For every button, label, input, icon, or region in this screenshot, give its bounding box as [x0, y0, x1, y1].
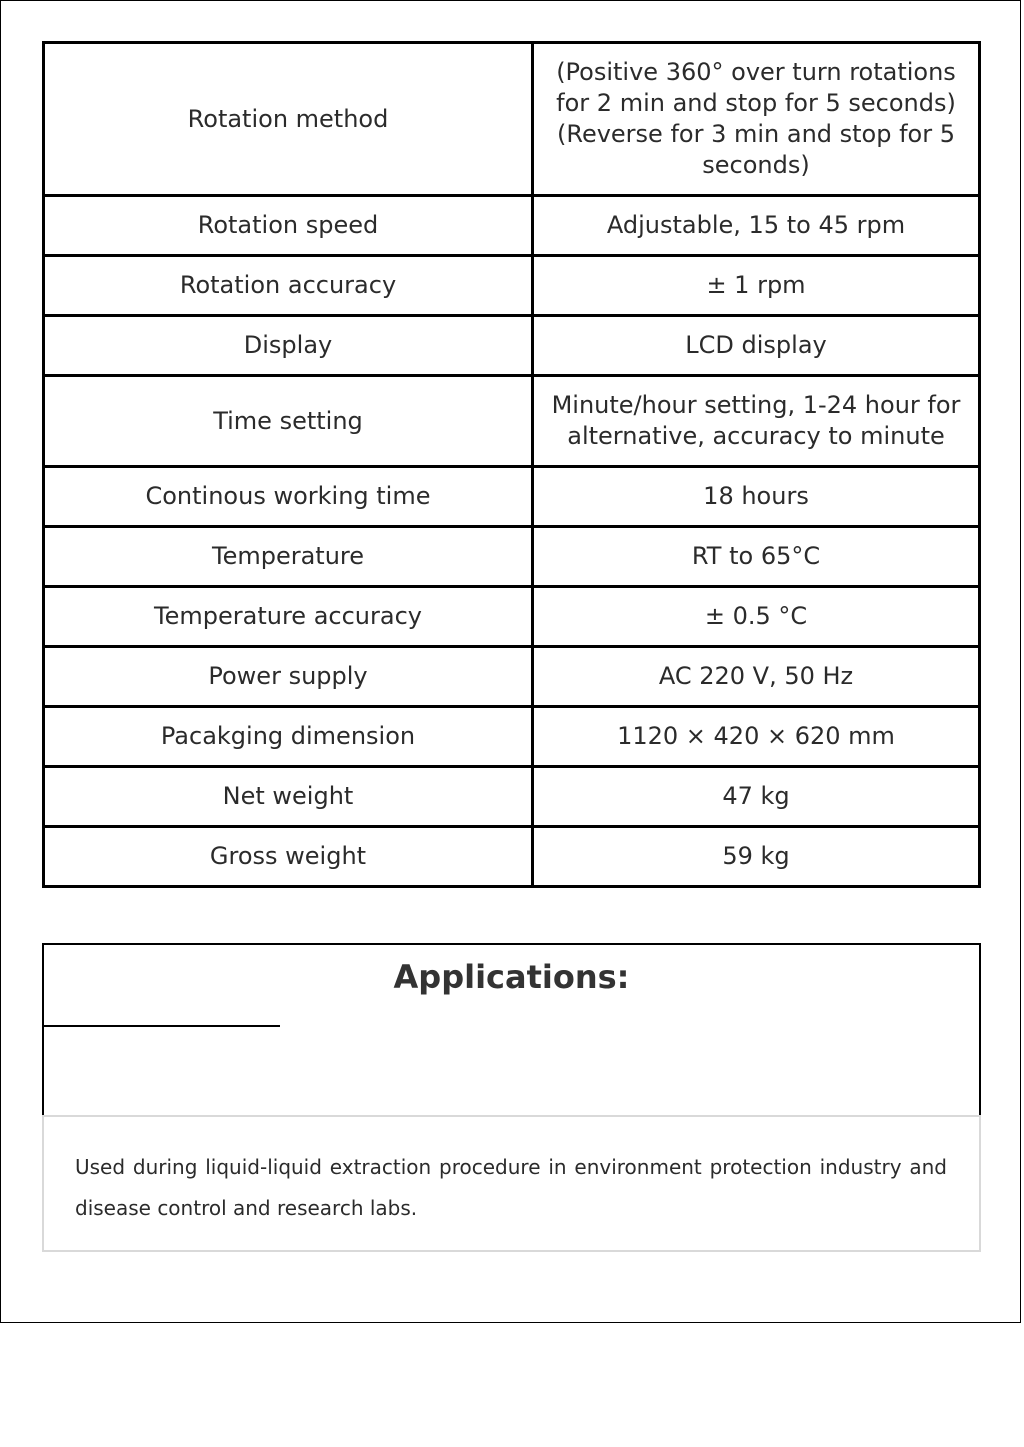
applications-header	[42, 943, 981, 1115]
table-row	[44, 256, 980, 316]
title-underline	[44, 1025, 280, 1027]
spec-label: Pacakging dimension	[44, 707, 533, 767]
table-row	[44, 587, 980, 647]
spec-label: Temperature	[44, 527, 533, 587]
spec-label: Rotation speed	[44, 196, 533, 256]
table-row	[44, 376, 980, 467]
table-row	[44, 467, 980, 527]
spec-value: 1120 × 420 × 620 mm	[533, 707, 980, 767]
applications-text: Used during liquid-liquid extraction procedure in environment protection industry and disease control and research labs.	[75, 1155, 947, 1220]
spec-value: LCD display	[533, 316, 980, 376]
table-row	[44, 316, 980, 376]
spec-value: ± 0.5 °C	[533, 587, 980, 647]
table-row	[44, 527, 980, 587]
table-row	[44, 767, 980, 827]
spec-label: Rotation accuracy	[44, 256, 533, 316]
applications-title: Applications:	[393, 958, 630, 996]
table-row	[44, 647, 980, 707]
spec-label: Rotation method	[44, 43, 533, 196]
table-row	[44, 827, 980, 887]
spec-value: 47 kg	[533, 767, 980, 827]
spec-label: Net weight	[44, 767, 533, 827]
spec-value: Minute/hour setting, 1-24 hour for alternative, accuracy to minute	[533, 376, 980, 467]
spec-value: AC 220 V, 50 Hz	[533, 647, 980, 707]
spec-label: Power supply	[44, 647, 533, 707]
applications-body	[42, 1115, 981, 1252]
spec-label: Temperature accuracy	[44, 587, 533, 647]
table-row	[44, 196, 980, 256]
spec-label: Display	[44, 316, 533, 376]
spec-label: Time setting	[44, 376, 533, 467]
specifications-table	[42, 41, 981, 888]
spec-label: Gross weight	[44, 827, 533, 887]
spec-value: Adjustable, 15 to 45 rpm	[533, 196, 980, 256]
spec-label: Continous working time	[44, 467, 533, 527]
table-row	[44, 43, 980, 196]
applications-section	[42, 943, 981, 1252]
spec-value: 18 hours	[533, 467, 980, 527]
table-row	[44, 707, 980, 767]
spec-value: (Positive 360° over turn rotations for 2 min and stop for 5 seconds) (Reverse for 3 min and stop for 5 seconds)	[533, 43, 980, 196]
spec-value: 59 kg	[533, 827, 980, 887]
spec-value: ± 1 rpm	[533, 256, 980, 316]
spec-value: RT to 65°C	[533, 527, 980, 587]
